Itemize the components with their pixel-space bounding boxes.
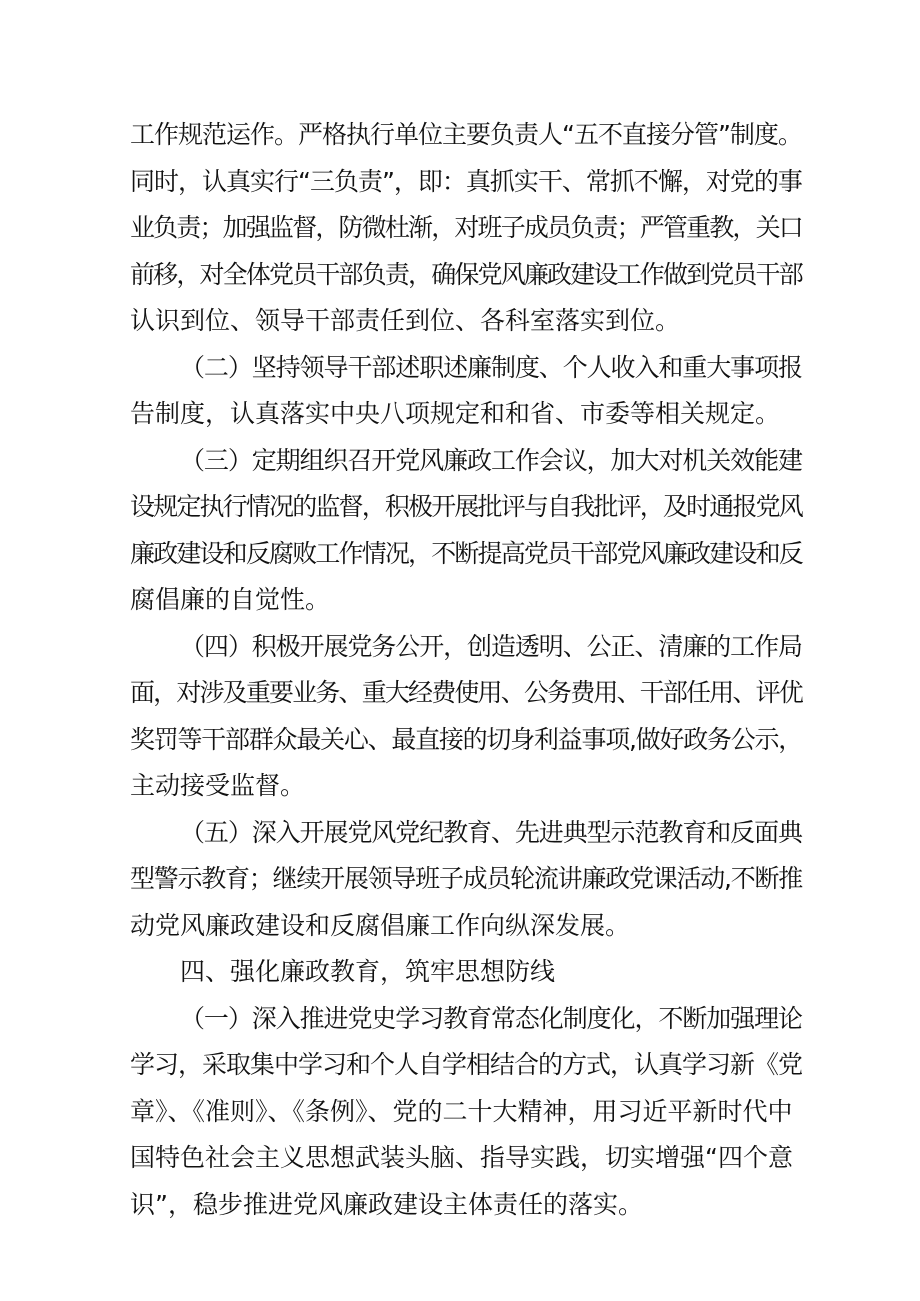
document-line: 认识到位、领导干部责任到位、各科室落实到位。 xyxy=(130,306,681,335)
document-line: 工作规范运作。严格执行单位主要负责人“五不直接分管”制度。 xyxy=(130,120,802,149)
document-line: 告制度，认真落实中央八项规定和和省、市委等相关规定。 xyxy=(130,399,781,428)
document-line: 同时，认真实行“三负责”，即：真抓实干、常抓不懈，对党的事 xyxy=(130,166,802,196)
document-line: 学习，采取集中学习和个人自学相结合的方式，认真学习新《党 xyxy=(130,1050,803,1079)
document-line: 奖罚等干部群众最关心、最直接的切身利益事项,做好政务公示， xyxy=(130,724,802,754)
document-line: 四、强化廉政教育，筑牢思想防线 xyxy=(180,957,556,986)
document-line: （二）坚持领导干部述职述廉制度、个人收入和重大事项报 xyxy=(180,352,802,382)
document-line: 动党风廉政建设和反腐倡廉工作向纵深发展。 xyxy=(130,910,631,940)
document-line: （五）深入开展党风党纪教育、先进典型示范教育和反面典 xyxy=(180,817,802,847)
document-line: 型警示教育；继续开展领导班子成员轮流讲廉政党课活动,不断推 xyxy=(130,864,802,893)
document-line: （四）积极开展党务公开，创造透明、公正、清廉的工作局 xyxy=(180,631,802,661)
document-line: 主动接受监督。 xyxy=(130,771,306,800)
document-line: 识”，稳步推进党风廉政建设主体责任的落实。 xyxy=(130,1189,643,1219)
document-line: 廉政建设和反腐败工作情况，不断提高党员干部党风廉政建设和反 xyxy=(130,538,802,568)
document-line: （一）深入推进党史学习教育常态化制度化，不断加强理论 xyxy=(180,1003,802,1033)
document-line: 业负责；加强监督，防微杜渐，对班子成员负责；严管重教，关口 xyxy=(130,213,802,242)
document-body xyxy=(130,112,802,1228)
document-line: 章》、《准则》、《条例》、党的二十大精神，用习近平新时代中 xyxy=(130,1096,793,1126)
document-line: 设规定执行情况的监督，积极开展批评与自我批评，及时通报党风 xyxy=(130,492,802,521)
document-line: 腐倡廉的自觉性。 xyxy=(130,585,331,614)
document-line: （三）定期组织召开党风廉政工作会议，加大对机关效能建 xyxy=(180,445,802,475)
document-line: 面，对涉及重要业务、重大经费使用、公务费用、干部任用、评优 xyxy=(130,678,802,707)
document-line: 前移，对全体党员干部负责，确保党风廉政建设工作做到党员干部 xyxy=(130,259,802,289)
document-line: 国特色社会主义思想武装头脑、指导实践，切实增强“四个意 xyxy=(130,1143,793,1172)
